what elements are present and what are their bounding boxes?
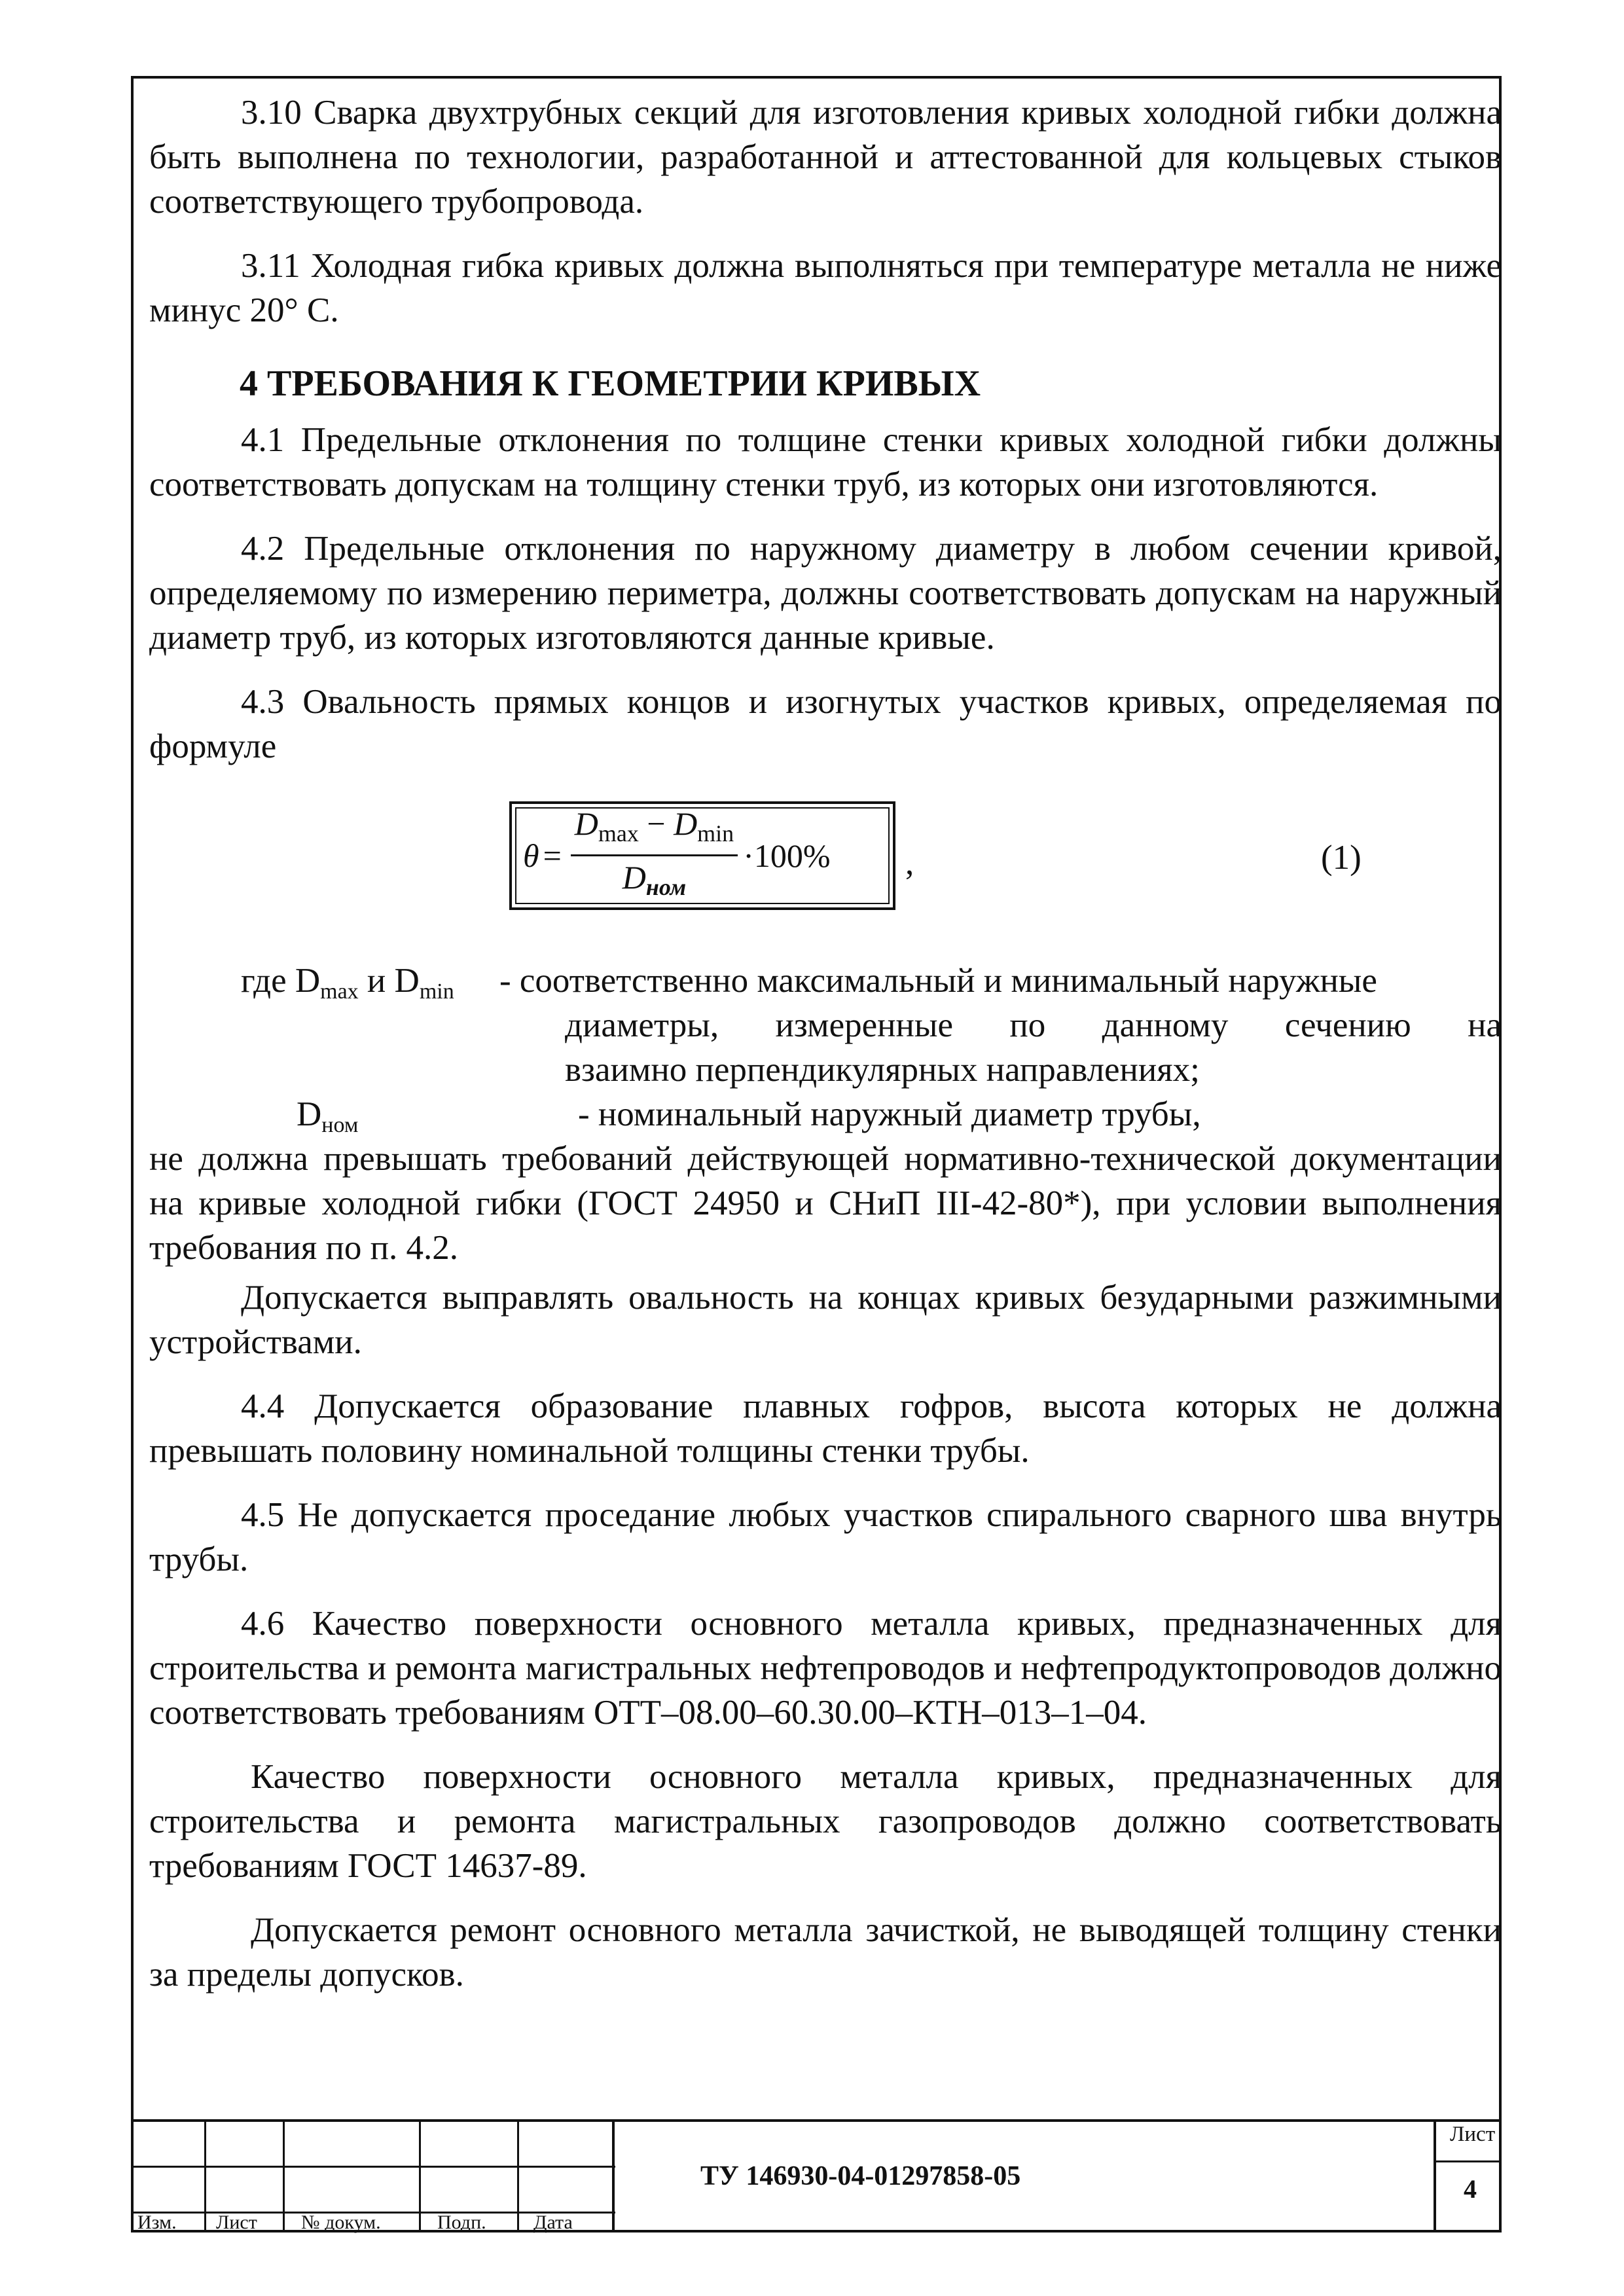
legend-dmax-dmin-desc-1: - соответственно максимальный и минимальный наружные [499,962,1377,1000]
sheet-label: Лист [1450,2123,1496,2146]
paragraph-4-6-repair: Допускается ремонт основного металла зачисткой, не выводящей толщину стенки за пределы допусков. [149,1911,1502,1994]
formula-theta: θ [523,837,539,874]
paragraph-4-6-gas: Качество поверхности основного металла кривых, предназначенных для строительства и ремонта магистральных газопроводов должно соответствовать требованиям ГОСТ 14637-89. [149,1758,1502,1885]
stamp-col-doc: № докум. [301,2212,381,2233]
equation-number: (1) [1321,839,1362,877]
ovality-formula [515,807,890,904]
paragraph-3-11: 3.11 Холодная гибка кривых должна выполняться при температуре металла не ниже минус 20° С. [149,247,1502,329]
paragraph-4-6: 4.6 Качество поверхности основного металла кривых, предназначенных для строительства и ремонта магистральных нефтепроводов и нефтепродуктопроводов должно соответствовать требованиям ОТТ–08.00–60.30.00–КТН–013–1–04. [149,1605,1502,1732]
formula-numerator: $D_{max} - D_{min}$ [571,805,738,856]
legend-dmax-dmin: где Dmax и Dmin [241,962,454,1004]
formula-legend [149,958,1502,1137]
formula-equals: = [543,837,562,874]
document-code: ТУ 146930-04-01297858-05 [700,2161,1021,2191]
paragraph-4-2: 4.2 Предельные отклонения по наружному диаметру в любом сечении кривой, определяемому по измерению периметра, должны соответствовать допускам на наружный диаметр труб, из которых изготовляются данные кривые. [149,530,1502,657]
section-heading-4: 4 ТРЕБОВАНИЯ К ГЕОМЕТРИИ КРИВЫХ [240,363,981,404]
stamp-col-date: Дата [533,2212,573,2233]
formula-comma: , [905,844,914,882]
formula-fraction [571,805,738,907]
legend-dnom: Dном [297,1095,359,1137]
paragraph-4-3: 4.3 Овальность прямых концов и изогнутых участков кривых, определяемая по формуле [149,683,1502,765]
sheet-number: 4 [1464,2174,1477,2204]
paragraph-4-3-allowance: Допускается выправлять овальность на концах кривых безударными разжимными устройствами. [149,1279,1502,1361]
legend-dmax-dmin-desc-2: диаметры, измеренные по данному сечению на [565,1006,1502,1044]
legend-dmax-dmin-desc-3: взаимно перпендикулярных направлениях; [565,1051,1200,1089]
document-body [149,90,1502,1997]
paragraph-4-4: 4.4 Допускается образование плавных гофров, высота которых не должна превышать половину номинальной толщины стенки трубы. [149,1387,1502,1470]
paragraph-4-3-continued: не должна превышать требований действующей нормативно-технической документации на кривые холодной гибки (ГОСТ 24950 и СНиП III-42-80*), при условии выполнения требования по п. 4.2. [149,1140,1502,1267]
paragraph-4-5: 4.5 Не допускается проседание любых участков спирального сварного шва внутрь трубы. [149,1496,1502,1578]
formula-denominator: $D_{ном}$ [622,858,687,900]
paragraph-4-1: 4.1 Предельные отклонения по толщине стенки кривых холодной гибки должны соответствовать допускам на толщину стенки труб, из которых они изготовляются. [149,421,1502,503]
legend-dnom-desc: - номинальный наружный диаметр трубы, [578,1095,1201,1133]
formula-percent: ·100% [743,837,831,874]
paragraph-3-10: 3.10 Сварка двухтрубных секций для изготовления кривых холодной гибки должна быть выполнена по технологии, разработанной и аттестованной для кольцевых стыков соответствующего трубопровода. [149,94,1502,221]
stamp-col-list: Лист [216,2212,257,2233]
stamp-col-sign: Подп. [437,2212,486,2233]
stamp-col-izm: Изм. [137,2212,177,2233]
formula-block [149,801,1502,958]
formula-box [509,801,895,910]
